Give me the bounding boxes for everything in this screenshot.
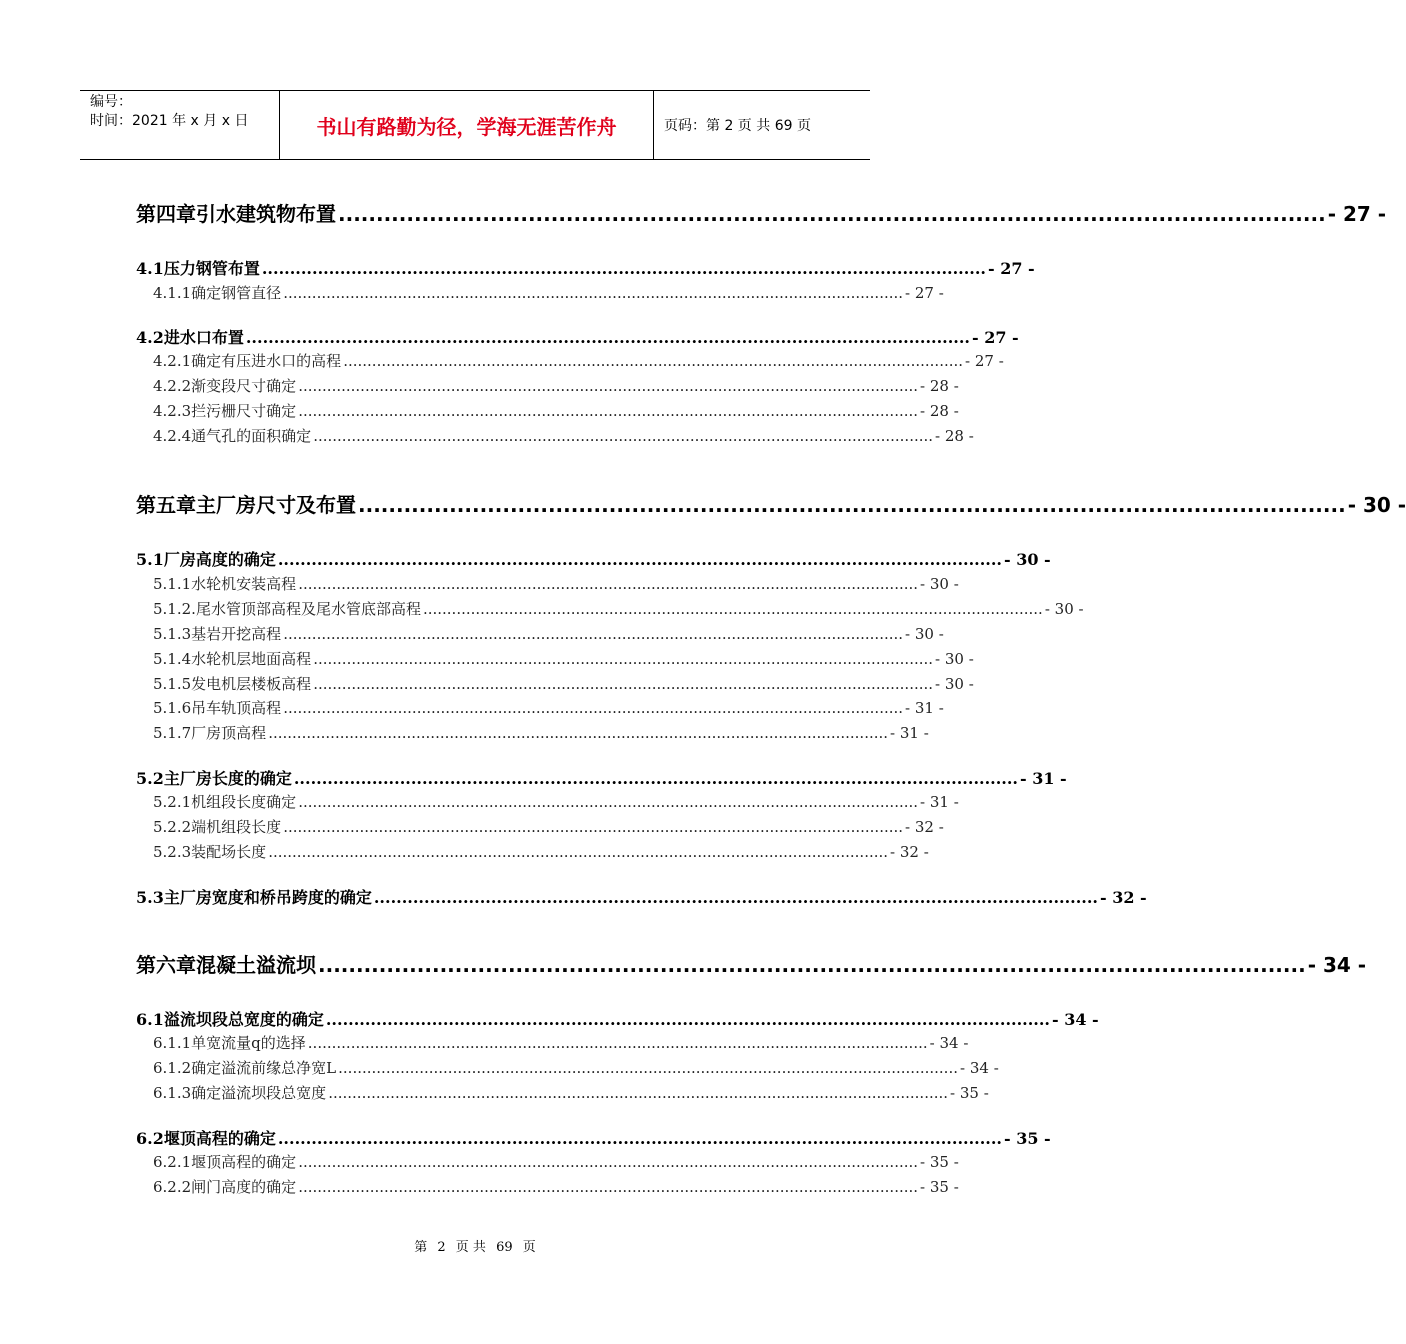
page-footer [0, 1236, 950, 1255]
toc-page: - 34 - [1052, 1010, 1099, 1029]
toc-title: 进水口布置 [163, 328, 244, 347]
toc-subsection[interactable] [153, 722, 929, 743]
toc-leader: .................................................................................................................................. [313, 427, 934, 445]
toc-chapter[interactable] [136, 949, 1367, 978]
toc-number: 第四章 [136, 202, 196, 226]
toc-title: 水轮机层地面高程 [191, 650, 312, 668]
toc-page: - 27 - [988, 259, 1035, 278]
toc-leader: .................................................................................................................................. [318, 953, 1306, 977]
toc-title: 拦污栅尺寸确定 [191, 402, 297, 420]
toc-section[interactable] [136, 885, 1147, 908]
toc-leader: .................................................................................................................................. [343, 352, 964, 370]
toc-title: 基岩开挖高程 [191, 625, 282, 643]
toc-chapter[interactable] [136, 489, 1406, 518]
toc-number: 5.1.7 [153, 724, 192, 742]
footer-total-pages: 69 [496, 1240, 513, 1255]
toc-page: - 30 - [920, 575, 959, 593]
code-label: 编号： [90, 94, 132, 110]
toc-title: 厂房高度的确定 [163, 550, 276, 569]
toc-leader: .................................................................................................................................. [298, 793, 919, 811]
toc-title: 主厂房长度的确定 [163, 769, 292, 788]
toc-leader: .................................................................................................................................. [358, 493, 1346, 517]
toc-title: 确定有压进水口的高程 [191, 352, 342, 370]
toc-page: - 28 - [935, 427, 974, 445]
toc-page: - 31 - [1020, 769, 1067, 788]
toc-number: 4.2 [136, 328, 164, 347]
toc-subsection[interactable] [153, 282, 944, 303]
toc-page: - 30 - [935, 650, 974, 668]
toc-title: 发电机层楼板高程 [191, 675, 312, 693]
toc-page: - 35 - [920, 1178, 959, 1196]
toc-subsection[interactable] [153, 350, 1004, 371]
toc-page: - 35 - [920, 1153, 959, 1171]
toc-leader: .................................................................................................................................. [283, 625, 904, 643]
toc-number: 5.1.6 [153, 699, 192, 717]
toc-leader: .................................................................................................................................. [298, 575, 919, 593]
toc-title: 机组段长度确定 [191, 793, 297, 811]
toc-subsection[interactable] [153, 1176, 959, 1197]
toc-number: 5.2 [136, 769, 164, 788]
toc-leader: .................................................................................................................................. [293, 769, 1018, 788]
toc-leader: .................................................................................................................................. [283, 284, 904, 302]
toc-subsection[interactable] [153, 598, 1084, 619]
toc-number: 5.1.3 [153, 625, 192, 643]
time-label: 时间：2021 年 x 月 x 日 [90, 113, 249, 129]
toc-page: - 30 - [1347, 493, 1406, 517]
toc-page: - 34 - [929, 1034, 969, 1052]
toc-page: - 32 - [890, 843, 929, 861]
toc-title: 主厂房宽度和桥吊跨度的确定 [163, 888, 372, 907]
toc-title: 通气孔的面积确定 [191, 427, 312, 445]
toc-number: 4.2.4 [153, 427, 192, 445]
toc-subsection[interactable] [153, 400, 959, 421]
toc-leader: .................................................................................................................................. [277, 550, 1002, 569]
toc-leader: .................................................................................................................................. [328, 1084, 949, 1102]
toc-page: - 28 - [920, 377, 959, 395]
toc-number: 4.2.1 [153, 352, 192, 370]
toc-page: - 27 - [905, 284, 944, 302]
toc-title: 堰顶高程的确定 [163, 1129, 276, 1148]
toc-title: 溢流坝段总宽度的确定 [163, 1010, 324, 1029]
toc-number: 6.1.1 [153, 1034, 192, 1052]
toc-leader: .................................................................................................................................. [268, 724, 889, 742]
toc-number: 5.1.5 [153, 675, 192, 693]
toc-subsection[interactable] [153, 375, 959, 396]
footer-mid: 页 共 [455, 1240, 486, 1255]
toc-leader: .................................................................................................................................. [298, 1153, 919, 1171]
toc-number: 4.1.1 [153, 284, 192, 302]
toc-number: 5.1.1 [153, 575, 192, 593]
header-meta [80, 91, 280, 159]
toc-leader: .................................................................................................................................. [277, 1129, 1002, 1148]
toc-leader: .................................................................................................................................. [245, 328, 970, 347]
toc-leader: .................................................................................................................................. [373, 888, 1098, 907]
toc-subsection[interactable] [153, 1057, 999, 1078]
toc-page: - 30 - [1004, 550, 1051, 569]
toc-page: - 35 - [950, 1084, 989, 1102]
toc-title: 堰顶高程的确定 [191, 1153, 297, 1171]
toc-leader: .................................................................................................................................. [268, 843, 889, 861]
footer-prefix: 第 [414, 1240, 428, 1255]
toc-page: - 27 - [965, 352, 1004, 370]
toc-section[interactable] [136, 766, 1067, 789]
toc-title: 引水建筑物布置 [196, 202, 336, 226]
toc-leader: .................................................................................................................................. [298, 402, 919, 420]
toc-subsection[interactable] [153, 648, 974, 669]
toc-number: 6.2 [136, 1129, 164, 1148]
toc-leader: .................................................................................................................................. [422, 600, 1043, 618]
toc-leader: .................................................................................................................................. [313, 650, 934, 668]
toc-section[interactable] [136, 547, 1051, 570]
toc-page: - 27 - [972, 328, 1019, 347]
toc-subsection[interactable] [153, 1032, 969, 1053]
toc-number: 5.2.1 [153, 793, 192, 811]
toc-number: 6.2.2 [153, 1178, 192, 1196]
toc-section[interactable] [136, 1126, 1051, 1149]
toc-page: - 30 - [905, 625, 944, 643]
toc-number: 5.2.2 [153, 818, 192, 836]
toc-title: 厂房顶高程 [191, 724, 267, 742]
toc-page: - 32 - [905, 818, 944, 836]
toc-title: 确定溢流坝段总宽度 [191, 1084, 327, 1102]
toc-page: - 34 - [1307, 953, 1367, 977]
toc-leader: .................................................................................................................................. [338, 202, 1326, 226]
toc-page: - 30 - [1044, 600, 1084, 618]
toc-number: 6.1.3 [153, 1084, 192, 1102]
toc-title: 主厂房尺寸及布置 [196, 493, 356, 517]
toc-section[interactable] [136, 325, 1019, 348]
toc-number: 第五章 [136, 493, 196, 517]
toc-number: 4.1 [136, 259, 164, 278]
toc-number: 6.1 [136, 1010, 164, 1029]
toc-page: - 28 - [920, 402, 959, 420]
toc-leader: .................................................................................................................................. [298, 1178, 919, 1196]
toc-title: 尾水管顶部高程及尾水管底部高程 [195, 600, 421, 618]
toc-subsection[interactable] [153, 791, 959, 812]
toc-leader: .................................................................................................................................. [283, 818, 904, 836]
toc-title: 确定钢管直径 [191, 284, 282, 302]
toc-title: 端机组段长度 [191, 818, 282, 836]
toc-subsection[interactable] [153, 573, 959, 594]
toc-title: 闸门高度的确定 [191, 1178, 297, 1196]
toc-subsection[interactable] [153, 697, 944, 718]
toc-leader: .................................................................................................................................. [313, 675, 934, 693]
toc-number: 4.2.2 [153, 377, 192, 395]
toc-page: - 32 - [1100, 888, 1147, 907]
toc-number: 6.2.1 [153, 1153, 192, 1171]
toc-page: - 27 - [1327, 202, 1387, 226]
toc-title: 装配场长度 [191, 843, 267, 861]
toc-number: 5.1.2. [153, 600, 196, 618]
toc-leader: .................................................................................................................................. [307, 1034, 928, 1052]
toc-number: 5.3 [136, 888, 164, 907]
toc-leader: .................................................................................................................................. [298, 377, 919, 395]
toc-title: 水轮机安装高程 [191, 575, 297, 593]
toc-subsection[interactable] [153, 1151, 959, 1172]
toc-number: 5.1 [136, 550, 164, 569]
toc-page: - 31 - [920, 793, 959, 811]
toc-number: 5.2.3 [153, 843, 192, 861]
toc-subsection[interactable] [153, 673, 974, 694]
toc-page: - 31 - [890, 724, 929, 742]
header-page-info: 页码：第 2 页 共 69 页 [664, 118, 811, 134]
toc-subsection[interactable] [153, 1082, 989, 1103]
toc-chapter[interactable] [136, 198, 1387, 227]
toc-subsection[interactable] [153, 623, 944, 644]
footer-page-number: 2 [437, 1240, 446, 1255]
toc-leader: .................................................................................................................................. [338, 1059, 958, 1077]
page-header [80, 90, 870, 160]
toc-subsection[interactable] [153, 425, 974, 446]
toc-number: 5.1.4 [153, 650, 192, 668]
toc-page: - 34 - [960, 1059, 999, 1077]
toc-leader: .................................................................................................................................. [283, 699, 904, 717]
toc-subsection[interactable] [153, 841, 929, 862]
toc-title: 确定溢流前缘总净宽L [191, 1059, 337, 1077]
toc-page: - 31 - [905, 699, 944, 717]
footer-suffix: 页 [522, 1240, 536, 1255]
toc-title: 单宽流量q的选择 [191, 1034, 306, 1052]
toc-leader: .................................................................................................................................. [325, 1010, 1050, 1029]
toc-section[interactable] [136, 1007, 1099, 1030]
toc-page: - 30 - [935, 675, 974, 693]
toc-leader: .................................................................................................................................. [261, 259, 986, 278]
toc-title: 压力钢管布置 [163, 259, 260, 278]
toc-title: 吊车轨顶高程 [191, 699, 282, 717]
toc-title: 混凝土溢流坝 [196, 953, 316, 977]
toc-page: - 35 - [1004, 1129, 1051, 1148]
toc-section[interactable] [136, 256, 1035, 279]
toc-title: 渐变段尺寸确定 [191, 377, 297, 395]
toc-number: 6.1.2 [153, 1059, 192, 1077]
header-motto: 书山有路勤为径，学海无涯苦作舟 [280, 91, 654, 159]
toc-subsection[interactable] [153, 816, 944, 837]
toc-number: 4.2.3 [153, 402, 192, 420]
toc-number: 第六章 [136, 953, 196, 977]
